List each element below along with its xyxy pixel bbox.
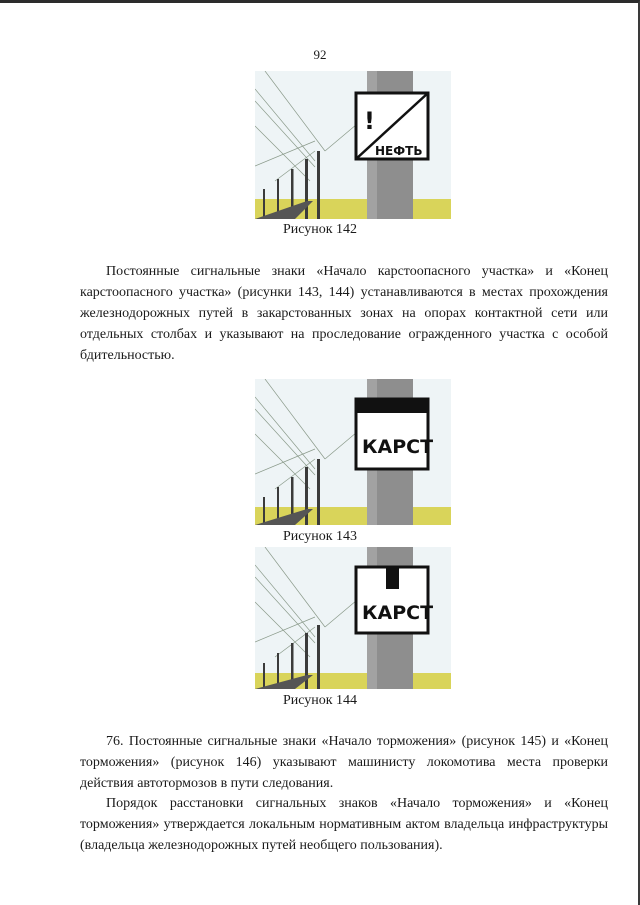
figure-144-image [255,547,451,689]
sign-label-oil: НЕФТЬ [375,144,423,158]
figure-caption: Рисунок 143 [282,529,358,544]
figure-caption: Рисунок 142 [282,222,358,237]
sign-label-karst: КАРСТ [362,602,434,624]
sign-label-karst: КАРСТ [362,436,434,458]
sign-exclamation: ! [364,107,375,135]
paragraph-karst: Постоянные сигнальные знаки «Начало карстоопасного участка» и «Конец карстоопасного участка» (рисунки 143, 144) устанавливаются в местах прохождения железнодорожных путей в закарстованных зонах на опорах контактной сети или отдельных столбах и указывают на проследование огражденного участка с особой бдительностью. [80,264,608,363]
page-number: 92 [313,47,327,62]
paragraph-braking-order: Порядок расстановки сигнальных знаков «Начало торможения» и «Конец торможения» утверждается локальным нормативным актом владельца инфраструктуры (владельца железнодорожных путей необщего пользования). [80,796,608,853]
figure-caption: Рисунок 144 [282,693,358,708]
figure-142-image [255,71,451,219]
paragraph-braking: 76. Постоянные сигнальные знаки «Начало торможения» (рисунок 145) и «Конец торможения» (рисунок 146) указывают машинисту локомотива места проверки действия автотормозов в пути следования. [80,734,608,791]
figure-143-image [255,379,451,525]
